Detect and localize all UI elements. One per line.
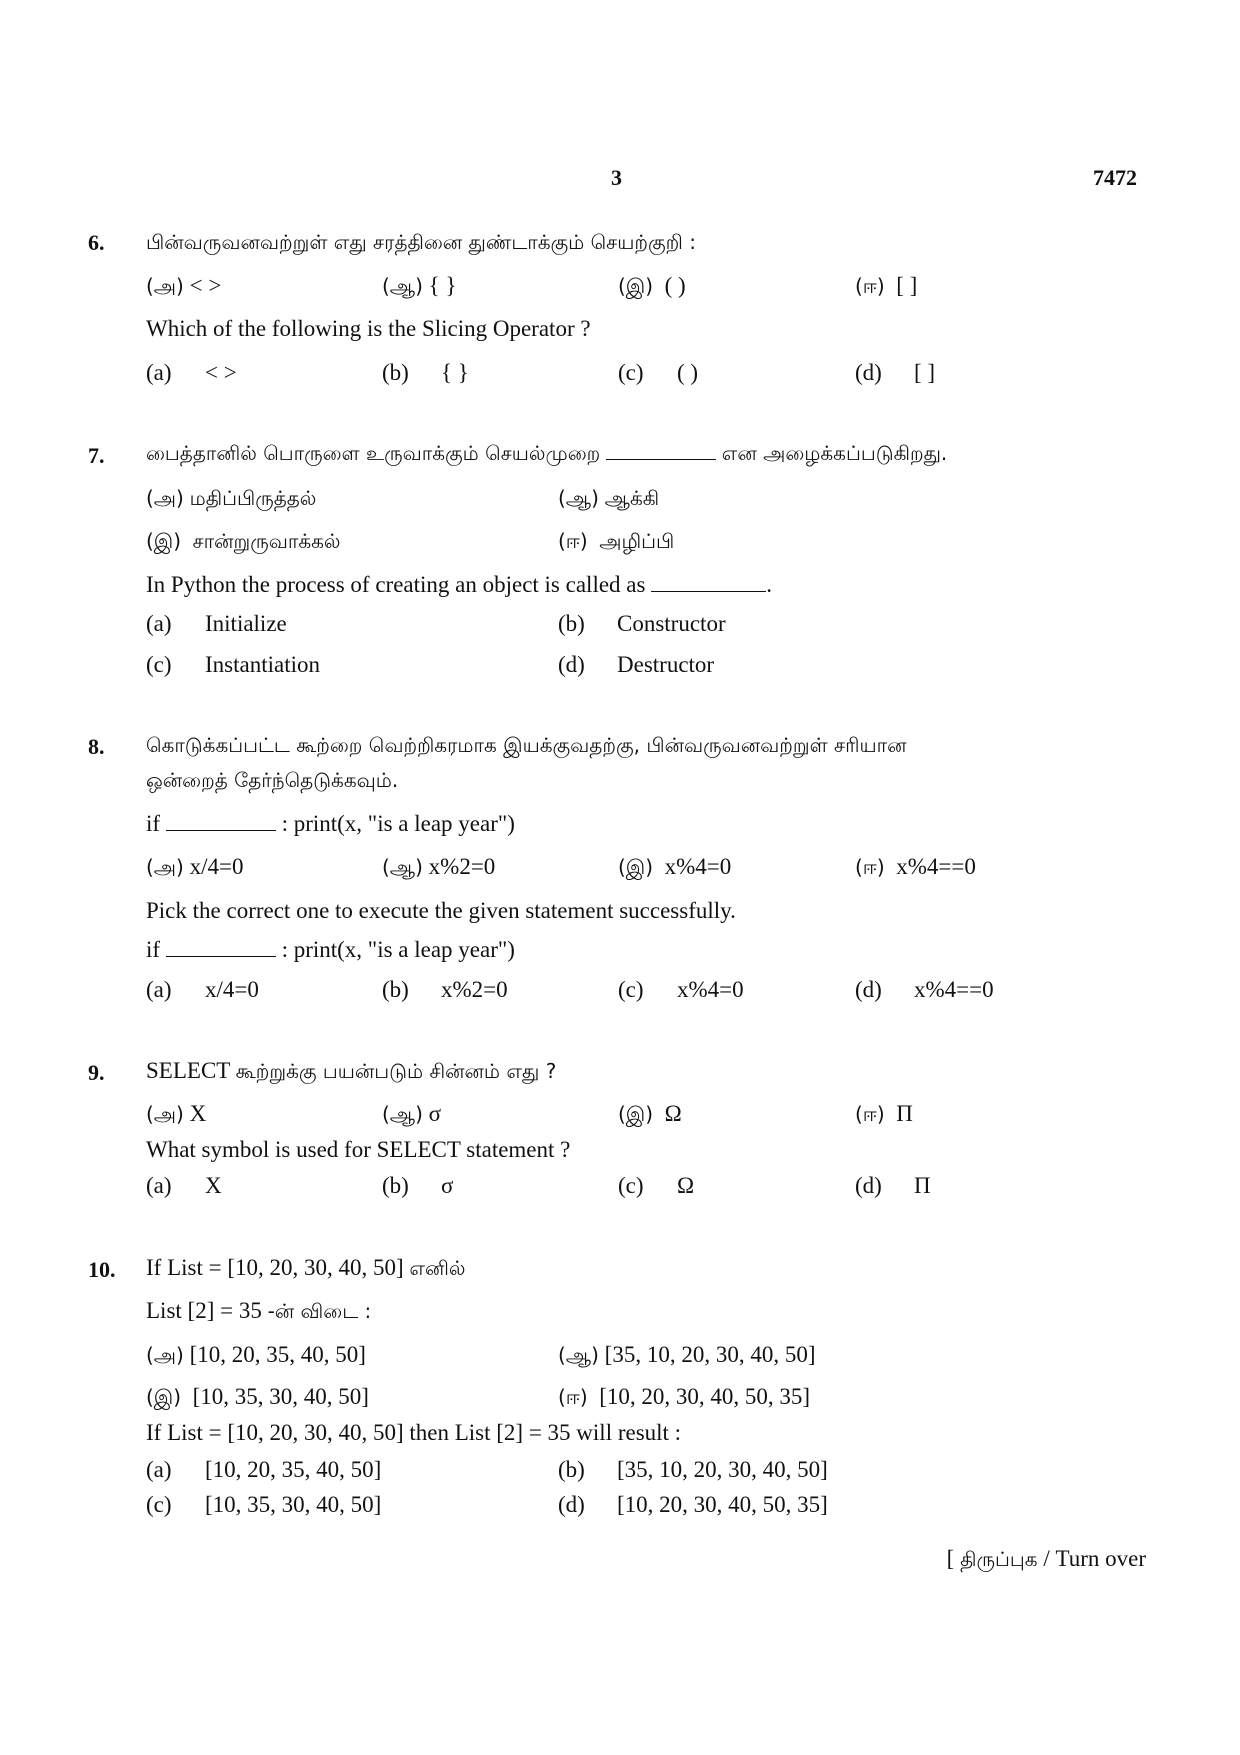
option-text: ( ) (677, 360, 699, 385)
question-text-tamil-line1: If List = [10, 20, 30, 40, 50] எனில் (146, 1255, 466, 1280)
option-tamil-3: (இ) ( ) (618, 273, 686, 298)
question-text-english: Which of the following is the Slicing Operator ? (146, 316, 591, 341)
option-tamil-4: (ஈ) [10, 20, 30, 40, 50, 35] (558, 1384, 811, 1409)
option-tamil-1: (அ) x/4=0 (146, 854, 244, 879)
option-text: [10, 35, 30, 40, 50] (205, 1492, 382, 1517)
question-number: 6. (88, 230, 105, 255)
option-tamil-2: (ஆ) { } (382, 273, 457, 298)
option-text: x%4=0 (677, 977, 744, 1002)
option-label: (b) (382, 1173, 409, 1198)
option-text: < > (205, 360, 237, 385)
question-text-tamil-line1: கொடுக்கப்பட்ட கூற்றை வெற்றிகரமாக இயக்குவதற்கு, பின்வருவனவற்றுள் சரியான (146, 733, 907, 757)
option-text: x%4==0 (914, 977, 994, 1002)
question-text-english: If List = [10, 20, 30, 40, 50] then List [2] = 35 will result : (146, 1420, 682, 1445)
option-label: (a) (146, 611, 172, 636)
option-label: (d) (855, 1173, 882, 1198)
option-label: (a) (146, 1457, 172, 1482)
option-text: Constructor (617, 611, 726, 636)
paper-code: 7472 (1093, 165, 1137, 190)
question-text-tamil-line2: ஒன்றைத் தேர்ந்தெடுக்கவும். (146, 768, 399, 792)
option-tamil-1: (அ) X (146, 1101, 207, 1126)
option-label: (c) (618, 1173, 644, 1198)
answer-blank (166, 956, 276, 957)
option-label: (a) (146, 1173, 172, 1198)
question-number: 7. (88, 443, 105, 468)
question-text-tamil: SELECT கூற்றுக்கு பயன்படும் சின்னம் எது ? (146, 1058, 557, 1083)
option-label: (b) (382, 977, 409, 1002)
option-text: Destructor (617, 652, 715, 677)
option-tamil-2: (ஆ) x%2=0 (382, 854, 496, 879)
option-label: (d) (558, 1492, 585, 1517)
option-tamil-2: (ஆ) ஆக்கி (558, 486, 660, 510)
option-text: x%2=0 (441, 977, 508, 1002)
question-text-english: What symbol is used for SELECT statement ? (146, 1137, 571, 1162)
page-number: 3 (611, 165, 622, 190)
option-text: X (205, 1173, 222, 1198)
option-tamil-3: (இ) Ω (618, 1101, 682, 1126)
option-tamil-4: (ஈ) [ ] (855, 273, 918, 298)
option-text: Initialize (205, 611, 287, 636)
option-text: σ (441, 1173, 454, 1198)
option-tamil-1: (அ) [10, 20, 35, 40, 50] (146, 1342, 366, 1367)
option-label: (d) (855, 360, 882, 385)
option-text: [10, 20, 30, 40, 50, 35] (617, 1492, 828, 1517)
option-label: (b) (558, 1457, 585, 1482)
option-label: (b) (558, 611, 585, 636)
option-label: (b) (382, 360, 409, 385)
option-tamil-4: (ஈ) Π (855, 1101, 913, 1126)
option-text: [10, 20, 35, 40, 50] (205, 1457, 382, 1482)
turn-over-note: [ திருப்புக / Turn over (946, 1546, 1146, 1571)
option-text: x/4=0 (205, 977, 259, 1002)
answer-blank (651, 591, 766, 592)
option-text: Ω (677, 1173, 695, 1198)
option-tamil-1: (அ) மதிப்பிருத்தல் (146, 486, 317, 510)
option-tamil-3: (இ) x%4=0 (618, 854, 732, 879)
option-text: [35, 10, 20, 30, 40, 50] (617, 1457, 828, 1482)
option-label: (c) (618, 360, 644, 385)
option-label: (c) (618, 977, 644, 1002)
question-number: 9. (88, 1060, 105, 1085)
code-statement: if : print(x, "is a leap year") (146, 937, 515, 962)
option-tamil-3: (இ) சான்றுருவாக்கல் (146, 529, 341, 553)
option-label: (a) (146, 977, 172, 1002)
question-number: 8. (88, 734, 105, 759)
option-tamil-4: (ஈ) x%4==0 (855, 854, 976, 879)
code-statement: if : print(x, "is a leap year") (146, 811, 515, 836)
question-number: 10. (88, 1257, 116, 1282)
question-text-tamil: பைத்தானில் பொருளை உருவாக்கும் செயல்முறை என அழைக்கப்படுகிறது. (146, 441, 948, 465)
option-tamil-1: (அ) < > (146, 273, 222, 298)
option-tamil-4: (ஈ) அழிப்பி (558, 529, 675, 553)
option-text: Π (914, 1173, 931, 1198)
option-text: Instantiation (205, 652, 320, 677)
question-text-english: Pick the correct one to execute the given statement successfully. (146, 898, 736, 923)
option-label: (d) (558, 652, 585, 677)
option-tamil-3: (இ) [10, 35, 30, 40, 50] (146, 1384, 369, 1409)
question-text-tamil-line2: List [2] = 35 -ன் விடை : (146, 1298, 372, 1323)
option-label: (c) (146, 1492, 172, 1517)
option-text: { } (441, 360, 469, 385)
option-label: (d) (855, 977, 882, 1002)
question-text-english: In Python the process of creating an object is called as . (146, 572, 772, 597)
answer-blank (606, 459, 716, 460)
answer-blank (166, 830, 276, 831)
option-label: (c) (146, 652, 172, 677)
option-label: (a) (146, 360, 172, 385)
option-text: [ ] (914, 360, 936, 385)
option-tamil-2: (ஆ) [35, 10, 20, 30, 40, 50] (558, 1342, 816, 1367)
question-text-tamil: பின்வருவனவற்றுள் எது சரத்தினை துண்டாக்கும் செயற்குறி : (146, 230, 696, 254)
option-tamil-2: (ஆ) σ (382, 1101, 442, 1126)
